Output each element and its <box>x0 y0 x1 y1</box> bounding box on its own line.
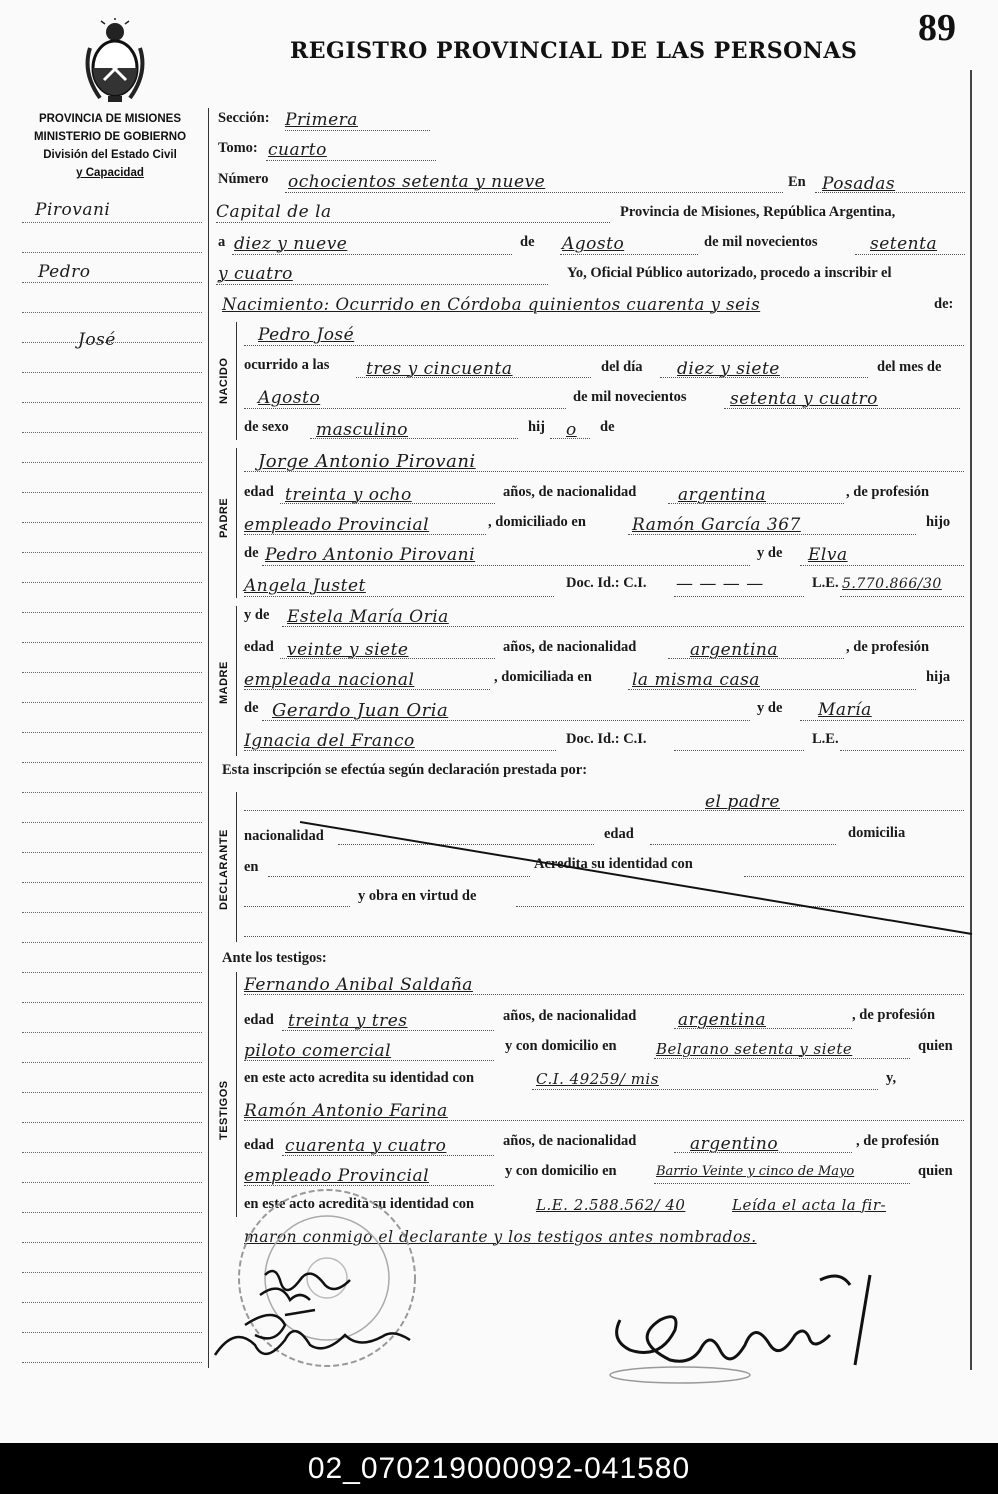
padre-le-label: L.E. <box>812 575 839 591</box>
padre-mother-value-cont: Angela Justet <box>244 576 366 596</box>
madre-edad-label: edad <box>244 639 274 655</box>
section-label-declarante: DECLARANTE <box>218 829 230 910</box>
event-value: Nacimiento: Ocurrido en Córdoba quinientos cuarenta y seis <box>222 295 761 314</box>
padre-prof-value: empleado Provincial <box>244 515 430 535</box>
padre-dom-value: Ramón García 367 <box>632 515 801 535</box>
en-value: Posadas <box>822 174 896 194</box>
margin-first-name: Pedro <box>38 262 91 282</box>
officer-signature <box>590 1260 890 1390</box>
margin-surname: Pirovani <box>35 200 111 220</box>
closing-text-1: Leída el acta la fir- <box>732 1196 887 1214</box>
padre-bracket <box>236 448 237 598</box>
hora-label: ocurrido a las <box>244 357 330 373</box>
testigo2-edad-label: edad <box>244 1137 274 1153</box>
testigo1-doc-value: C.I. 49259/ mis <box>536 1070 659 1088</box>
de-label: de <box>520 234 535 250</box>
mes-value: Agosto <box>258 388 321 408</box>
padre-prof-label: , de profesión <box>846 484 930 500</box>
year-value: setenta <box>870 234 938 254</box>
tomo-label: Tomo: <box>218 140 258 156</box>
declarante-bracket <box>236 792 237 942</box>
padre-mother-value: Elva <box>808 545 848 565</box>
madre-name: Estela María Oria <box>287 607 449 627</box>
nacido-bracket <box>236 322 237 440</box>
padre-edad-value: treinta y ocho <box>285 485 412 505</box>
org-ministry: MINISTERIO DE GOBIERNO <box>33 131 187 143</box>
testigo1-acredita-label: en este acto acredita su identidad con <box>244 1070 475 1086</box>
testigo2-dom-value: Barrio Veinte y cinco de Mayo <box>656 1164 855 1179</box>
seccion-value: Primera <box>285 110 358 130</box>
footer-code: 02_070219000092-041580 <box>0 1443 998 1494</box>
madre-mother-value-cont: Ignacia del Franco <box>244 731 415 751</box>
section-label-testigos: TESTIGOS <box>218 1080 230 1140</box>
testigo1-nac-value: argentina <box>678 1010 767 1030</box>
city-value: Capital de la <box>216 202 332 222</box>
declarante-acredita-label: Acredita su identidad con <box>534 856 693 872</box>
section-label-padre: PADRE <box>218 497 230 538</box>
madre-de-label: de <box>244 700 259 716</box>
org-division: División del Estado Civil <box>43 149 177 161</box>
testigo1-dom-label: y con domicilio en <box>505 1038 617 1054</box>
testigo1-prof-label: , de profesión <box>852 1007 936 1023</box>
month-value: Agosto <box>562 234 625 254</box>
padre-hijo-label: hijo <box>926 514 951 530</box>
anio-label: de mil novecientos <box>573 389 687 405</box>
testigo2-nac-value: argentino <box>690 1134 779 1154</box>
en-label: En <box>788 174 806 190</box>
witness-signatures <box>205 1255 445 1385</box>
testigo2-prof-value: empleado Provincial <box>244 1166 430 1186</box>
testigo1-edad-value: treinta y tres <box>288 1011 408 1031</box>
testigo1-nac-label: años, de nacionalidad <box>503 1008 637 1024</box>
sexo-label: de sexo <box>244 419 289 435</box>
year-prefix: de mil novecientos <box>704 234 818 250</box>
coat-of-arms-icon <box>80 18 150 108</box>
madre-dom-label: , domiciliada en <box>494 669 592 685</box>
madre-bracket <box>236 606 237 756</box>
section-label-madre: MADRE <box>218 661 230 704</box>
testigos-intro: Ante los testigos: <box>222 950 327 966</box>
declarante-dom-label: domicilia <box>848 825 906 841</box>
testigo1-dom-value: Belgrano setenta y siete <box>656 1040 853 1058</box>
declarante-cancel-line <box>300 818 980 938</box>
madre-father-value: Gerardo Juan Oria <box>272 700 449 721</box>
padre-le-value: 5.770.866/30 <box>842 576 942 592</box>
declaracion-intro: Esta inscripción se efectúa según declaración prestada por: <box>222 762 588 778</box>
hij-de-label: de <box>600 419 615 435</box>
madre-dom-value: la misma casa <box>632 670 760 690</box>
year-value-cont: y cuatro <box>218 264 293 284</box>
madre-nac-label: años, de nacionalidad <box>503 639 637 655</box>
testigo2-quien-label: quien <box>918 1163 953 1179</box>
declarante-en-label: en <box>244 859 259 875</box>
anio-value: setenta y cuatro <box>730 389 878 409</box>
testigo1-edad-label: edad <box>244 1012 274 1028</box>
madre-doc-label: Doc. Id.: C.I. <box>566 731 647 747</box>
mes-label: del mes de <box>877 359 942 375</box>
issuing-authority <box>10 110 210 182</box>
sexo-value: masculino <box>316 420 409 440</box>
padre-father-value: Pedro Antonio Pirovani <box>265 545 476 565</box>
madre-yde-label: y de <box>244 607 270 623</box>
seccion-label: Sección: <box>218 110 270 126</box>
madre-mother-value: María <box>818 700 872 720</box>
officer-text: Yo, Oficial Público autorizado, procedo a inscribir el <box>567 265 892 281</box>
declarante-nac-label: nacionalidad <box>244 828 324 844</box>
del-dia-label: del día <box>601 359 643 375</box>
numero-value: ochocientos setenta y nueve <box>288 172 546 192</box>
madre-edad-value: veinte y siete <box>287 640 409 660</box>
testigo1-y-label: y, <box>886 1070 897 1086</box>
org-province: PROVINCIA DE MISIONES <box>38 113 182 125</box>
madre-prof-value: empleada nacional <box>244 670 415 690</box>
declarante-obra-label: y obra en virtud de <box>358 888 477 904</box>
testigo1-quien-label: quien <box>918 1038 953 1054</box>
testigo2-name: Ramón Antonio Farina <box>244 1101 448 1121</box>
testigo2-dom-label: y con domicilio en <box>505 1163 617 1179</box>
province-text: Provincia de Misiones, República Argentina, <box>620 204 896 220</box>
padre-doc-label: Doc. Id.: C.I. <box>566 575 647 591</box>
section-label-nacido: NACIDO <box>218 357 230 404</box>
hij-label: hij <box>528 419 545 435</box>
padre-nac-label: años, de nacionalidad <box>503 484 637 500</box>
a-label: a <box>218 234 226 250</box>
testigo2-edad-value: cuarenta y cuatro <box>285 1136 447 1156</box>
tomo-value: cuarto <box>268 140 327 160</box>
padre-edad-label: edad <box>244 484 274 500</box>
declarante-edad-label: edad <box>604 826 634 842</box>
testigo2-prof-label: , de profesión <box>856 1133 940 1149</box>
numero-label: Número <box>218 171 269 187</box>
testigo1-prof-value: piloto comercial <box>244 1041 392 1061</box>
padre-de-label: de <box>244 545 259 561</box>
madre-nac-value: argentina <box>690 640 779 660</box>
testigo1-name: Fernando Anibal Saldaña <box>244 975 473 995</box>
hij-value: o <box>566 420 577 440</box>
madre-hija-label: hija <box>926 669 951 685</box>
nacido-name: Pedro José <box>258 325 355 345</box>
event-de-label: de: <box>934 296 954 312</box>
hora-value: tres y cincuenta <box>366 359 513 379</box>
declaracion-value: el padre <box>705 792 780 812</box>
padre-doc-value: — — — — <box>676 574 764 594</box>
padre-nac-value: argentina <box>678 485 767 505</box>
testigo2-doc-value: L.E. 2.588.562/ 40 <box>536 1196 686 1214</box>
madre-yde2-label: y de <box>757 700 783 716</box>
testigo2-acredita-label: en este acto acredita su identidad con <box>244 1196 475 1212</box>
madre-prof-label: , de profesión <box>846 639 930 655</box>
closing-text-2: maron conmigo el declarante y los testigos antes nombrados. <box>244 1228 757 1246</box>
padre-yde-label: y de <box>757 545 783 561</box>
day-value: diez y nueve <box>234 234 348 254</box>
dia-value: diez y siete <box>677 359 780 379</box>
page-title: REGISTRO PROVINCIAL DE LAS PERSONAS <box>290 38 858 64</box>
madre-le-label: L.E. <box>812 731 839 747</box>
padre-dom-label: , domiciliado en <box>488 514 586 530</box>
org-division-sub: y Capacidad <box>76 167 144 179</box>
page-number: 89 <box>918 7 956 49</box>
main-column-rule <box>208 108 209 1368</box>
padre-name: Jorge Antonio Pirovani <box>258 451 476 472</box>
margin-second-name: José <box>78 330 116 350</box>
right-border <box>970 70 972 1370</box>
testigo2-nac-label: años, de nacionalidad <box>503 1133 637 1149</box>
